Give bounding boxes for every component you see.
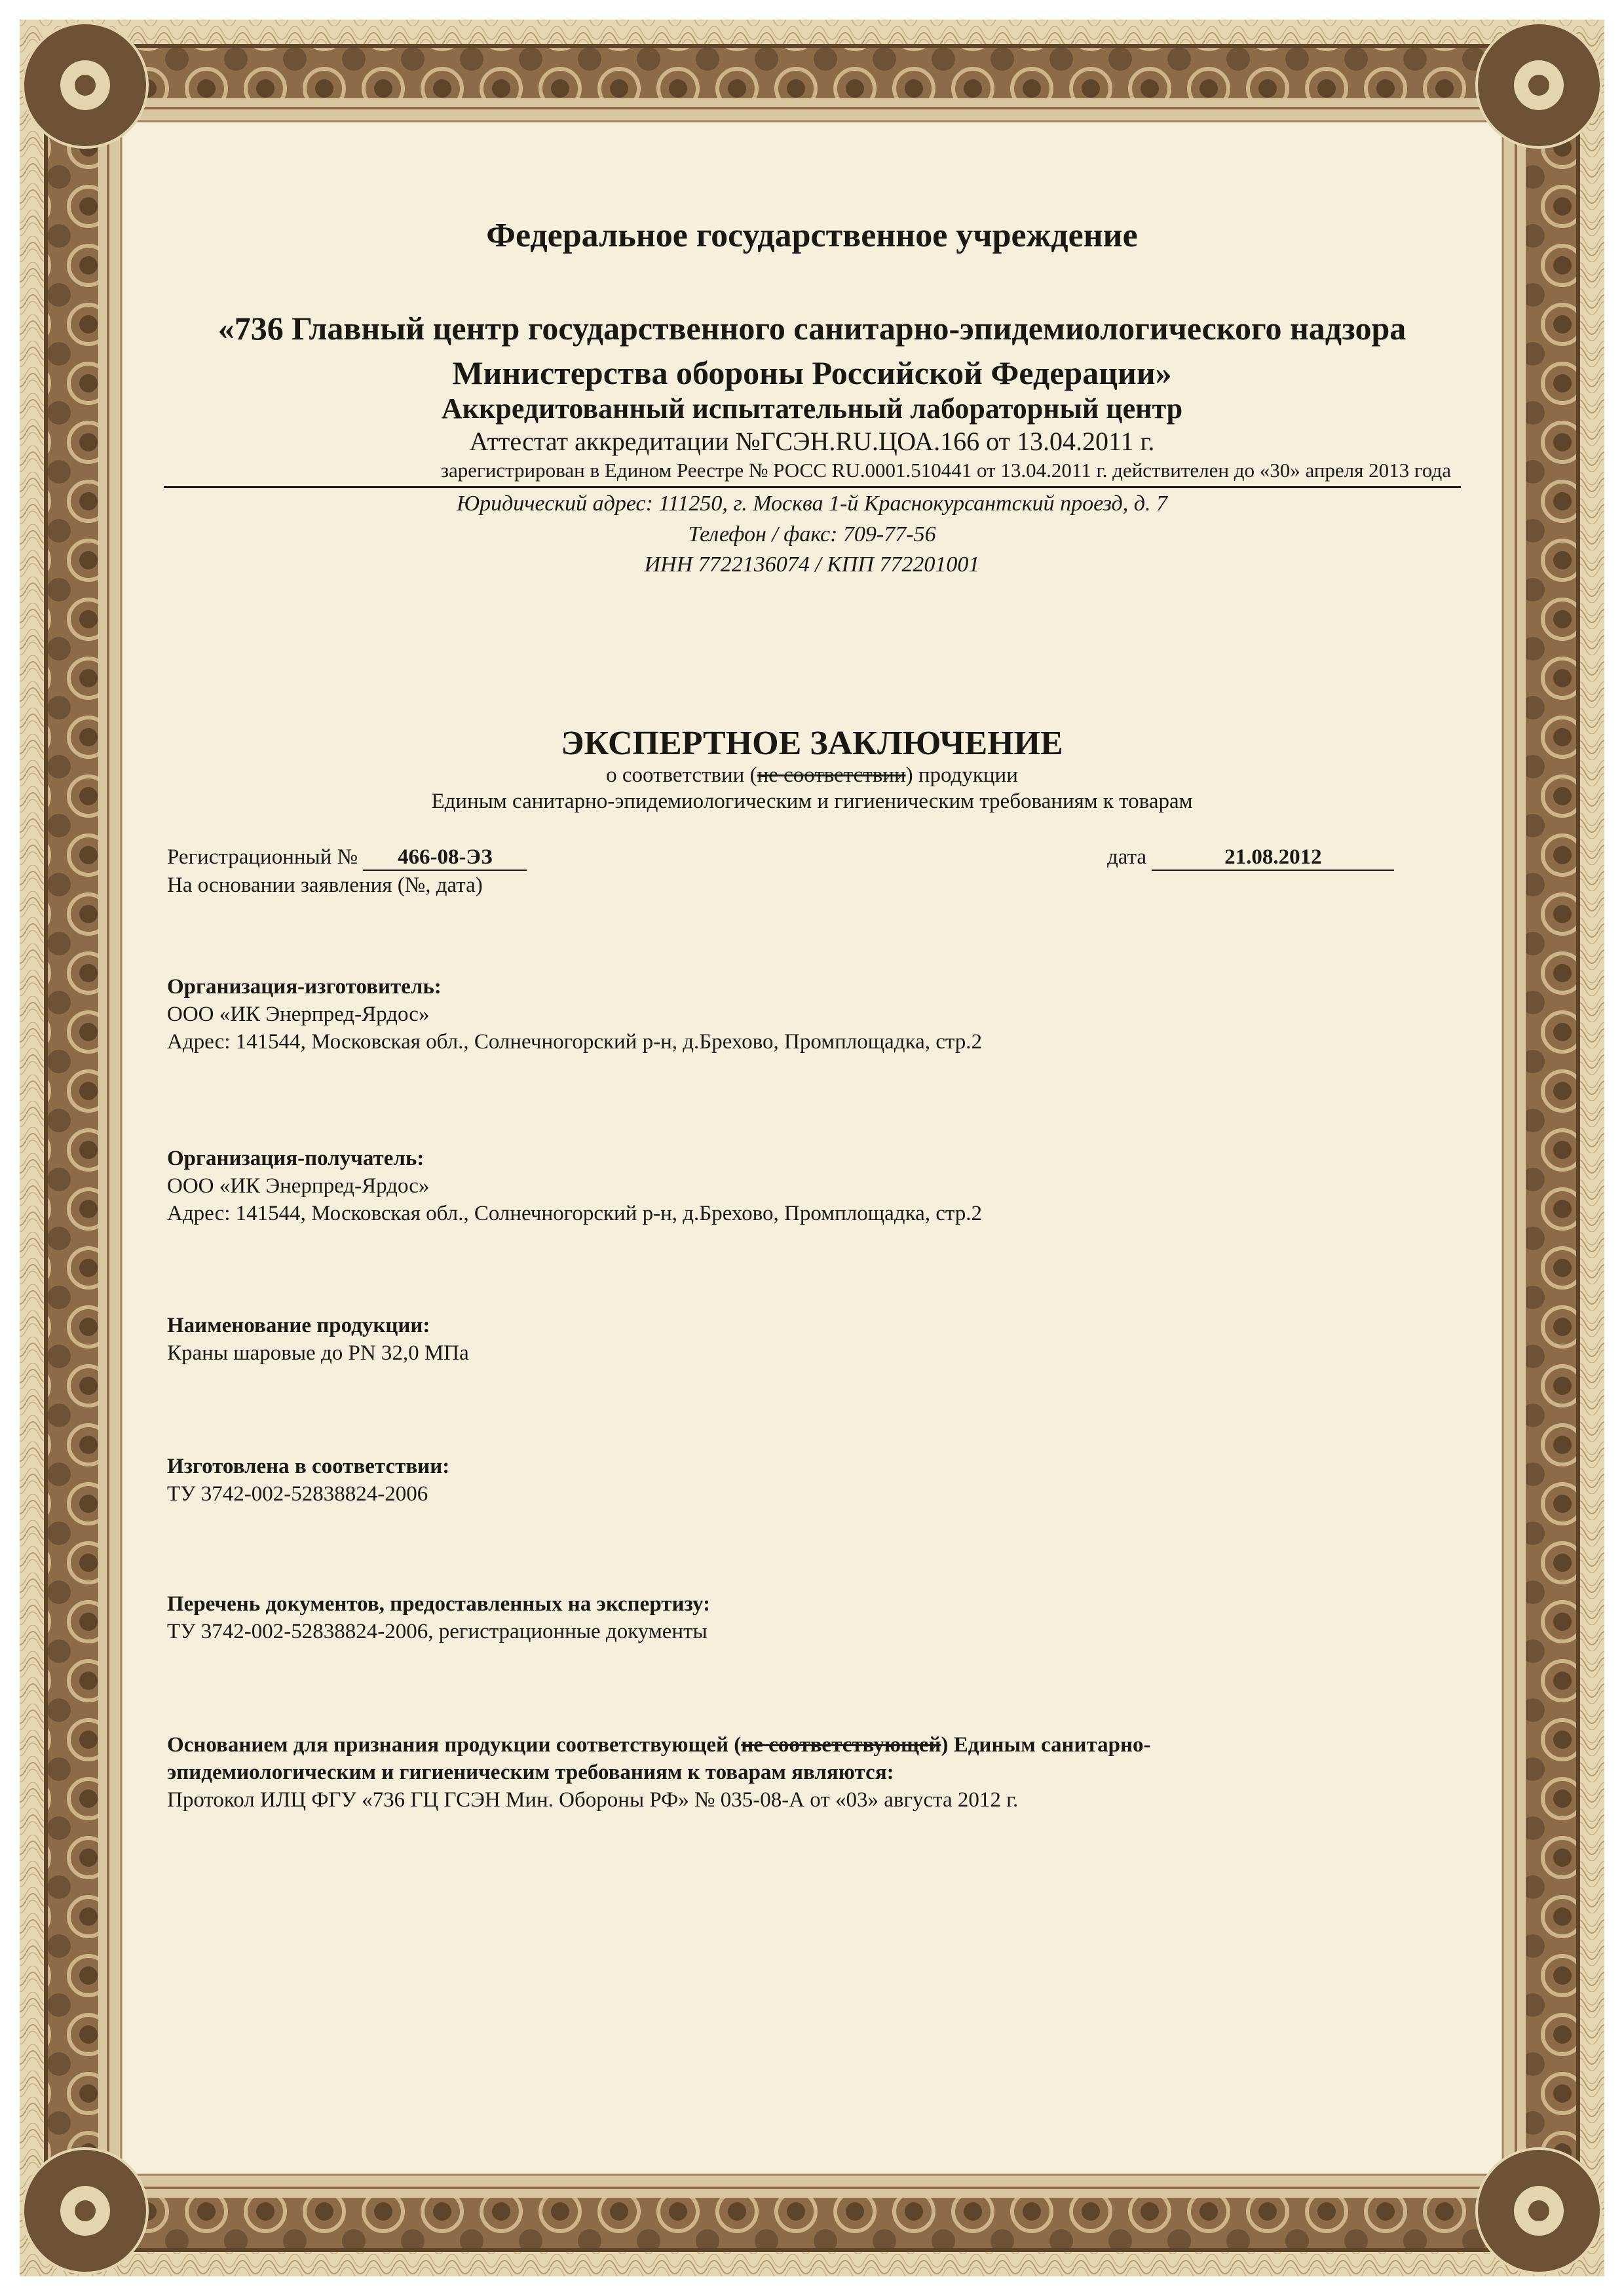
document-title: ЭКСПЕРТНОЕ ЗАКЛЮЧЕНИЕ: [561, 725, 1063, 762]
legal-address: Юридический адрес: 111250, г. Москва 1-й Краснокурсантский проезд, д. 7: [457, 491, 1167, 516]
documents-heading: Перечень документов, предоставленных на экспертизу:: [167, 1592, 711, 1616]
documents-list: ТУ 3742-002-52838824-2006, регистрационные документы: [167, 1620, 708, 1643]
basis-protocol: Протокол ИЛЦ ФГУ «736 ГЦ ГСЭН Мин. Обороны РФ» № 035-08-А от «03» августа 2012 г.: [167, 1788, 1019, 1812]
header-divider: [164, 486, 1461, 488]
subtitle-after: ) продукции: [905, 763, 1018, 787]
document-subtitle-2: Единым санитарно-эпидемиологическим и гигиеническим требованиям к товарам: [431, 790, 1193, 813]
recipient-address: Адрес: 141544, Московская обл., Солнечногорский р-н, д.Брехово, Промплощадка, стр.2: [167, 1202, 982, 1225]
basis-before: Основанием для признания продукции соответствующей (: [167, 1733, 742, 1757]
registration-date: 21.08.2012: [1152, 845, 1394, 871]
date-label: дата: [1107, 845, 1147, 869]
basis-after: ) Единым санитарно-: [941, 1733, 1151, 1757]
accreditation-certificate: Аттестат аккредитации №ГСЭН.RU.ЦОА.166 от 13.04.2011 г.: [469, 427, 1155, 456]
subtitle-struck: не соответствии: [757, 763, 906, 787]
product-heading: Наименование продукции:: [167, 1314, 430, 1337]
registry-info: зарегистрирован в Едином Реестре № РОСС RU.0001.510441 от 13.04.2011 г. действителен до «30» апреля 2013 года: [440, 459, 1451, 482]
application-basis: На основании заявления (№, дата): [167, 873, 483, 897]
institution-name-line1: «736 Главный центр государственного санитарно-эпидемиологического надзора: [217, 310, 1407, 347]
institution-type: Федеральное государственное учреждение: [486, 217, 1138, 254]
basis-line2: эпидемиологическим и гигиеническим требованиям к товарам являются:: [167, 1761, 894, 1784]
conformity-heading: Изготовлена в соответствии:: [167, 1455, 450, 1478]
manufacturer-name: ООО «ИК Энерпред-Ярдос»: [167, 1003, 430, 1026]
registration-row: [167, 845, 527, 871]
date-row: [1107, 845, 1394, 871]
phone-fax: Телефон / факс: 709-77-56: [688, 522, 936, 546]
product-name: Краны шаровые до PN 32,0 МПа: [167, 1341, 469, 1365]
manufacturer-address: Адрес: 141544, Московская обл., Солнечногорский р-н, д.Брехово, Промплощадка, стр.2: [167, 1030, 982, 1054]
basis-line1: [167, 1733, 1151, 1757]
manufacturer-heading: Организация-изготовитель:: [167, 975, 442, 999]
institution-name-line2: Министерства обороны Российской Федерации»: [452, 354, 1172, 391]
conformity-standard: ТУ 3742-002-52838824-2006: [167, 1482, 428, 1506]
basis-struck: не соответствующей: [741, 1733, 941, 1757]
recipient-name: ООО «ИК Энерпред-Ярдос»: [167, 1174, 430, 1198]
registration-number: 466-08-ЭЗ: [363, 845, 527, 871]
lab-center-title: Аккредитованный испытательный лабораторный центр: [441, 392, 1183, 425]
recipient-heading: Организация-получатель:: [167, 1147, 425, 1170]
document-subtitle-1: [0, 763, 1624, 788]
registration-label: Регистрационный №: [167, 845, 358, 869]
subtitle-before: о соответствии (: [606, 763, 757, 787]
inn-kpp: ИНН 7722136074 / КПП 772201001: [644, 552, 980, 577]
